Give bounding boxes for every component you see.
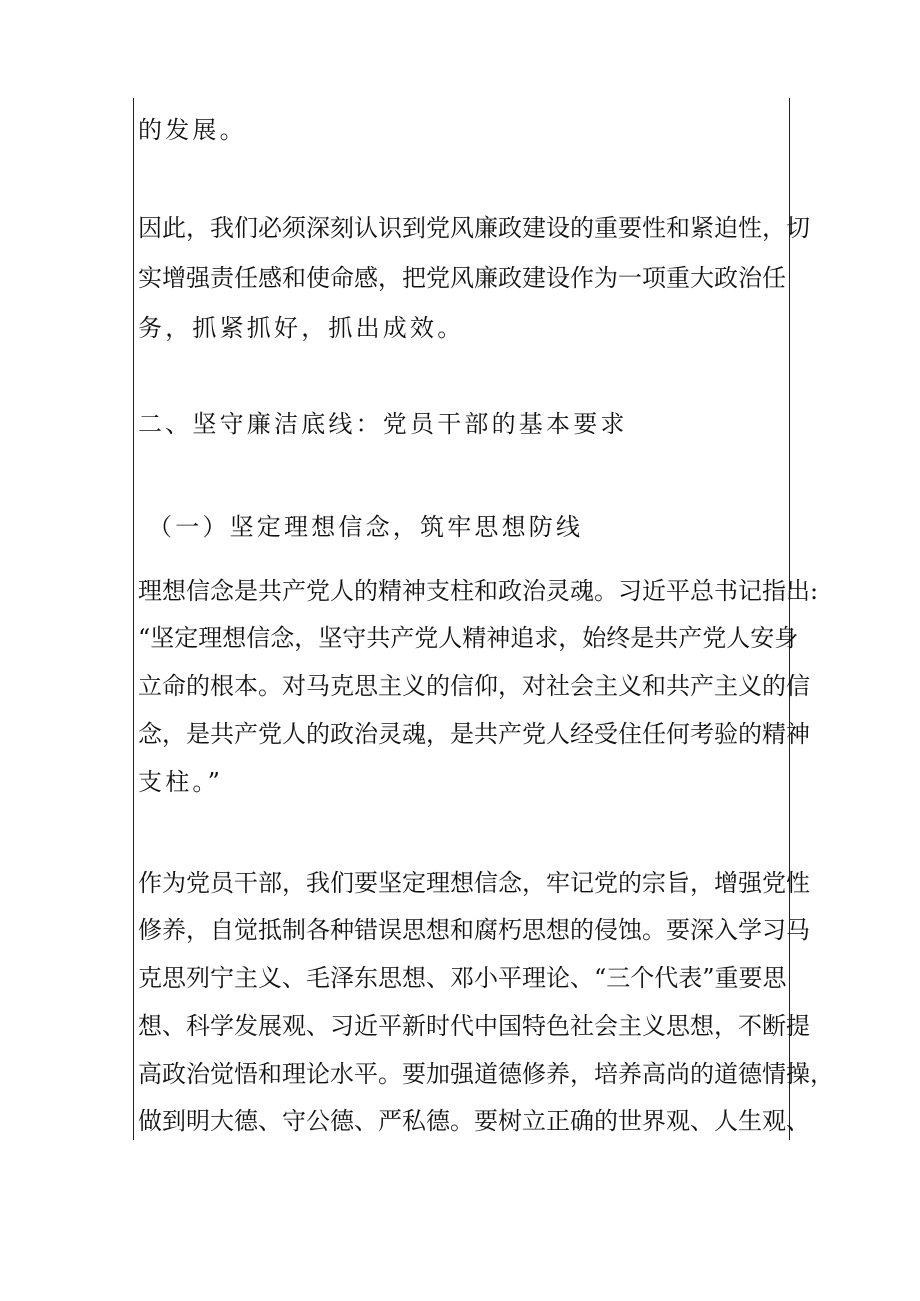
paragraph-line: 因此，我们必须深刻认识到党风廉政建设的重要性和紧迫性，切 <box>138 214 810 242</box>
paragraph-line: 修养，自觉抵制各种错误思想和腐朽思想的侵蚀。要深入学习马 <box>138 916 810 944</box>
paragraph-line: 的发展。 <box>138 116 247 144</box>
paragraph-line: 克思列宁主义、毛泽东思想、邓小平理论、“三个代表”重要思 <box>138 964 787 992</box>
paragraph-line: 高政治觉悟和理论水平。要加强道德修养，培养高尚的道德情操， <box>138 1060 834 1088</box>
paragraph-line: 立命的根本。对马克思主义的信仰，对社会主义和共产主义的信 <box>138 672 810 700</box>
paragraph-line: 支柱。” <box>138 768 224 796</box>
paragraph-line: 务，抓紧抓好，抓出成效。 <box>138 314 465 342</box>
paragraph-line: 理想信念是共产党人的精神支柱和政治灵魂。习近平总书记指出: <box>138 577 819 605</box>
subsection-heading: （一）坚定理想信念，筑牢思想防线 <box>148 513 584 541</box>
paragraph-line: 实增强责任感和使命感，把党风廉政建设作为一项重大政治任 <box>138 264 786 292</box>
paragraph-line: 念，是共产党人的政治灵魂，是共产党人经受住任何考验的精神 <box>138 720 810 748</box>
section-heading: 二、坚守廉洁底线：党员干部的基本要求 <box>138 410 628 438</box>
paragraph-line: 做到明大德、守公德、严私德。要树立正确的世界观、人生观、 <box>138 1107 810 1135</box>
paragraph-line: “坚定理想信念，坚守共产党人精神追求，始终是共产党人安身 <box>138 624 799 652</box>
paragraph-line: 想、科学发展观、习近平新时代中国特色社会主义思想，不断提 <box>138 1012 810 1040</box>
paragraph-line: 作为党员干部，我们要坚定理想信念，牢记党的宗旨，增强党性 <box>138 869 810 897</box>
